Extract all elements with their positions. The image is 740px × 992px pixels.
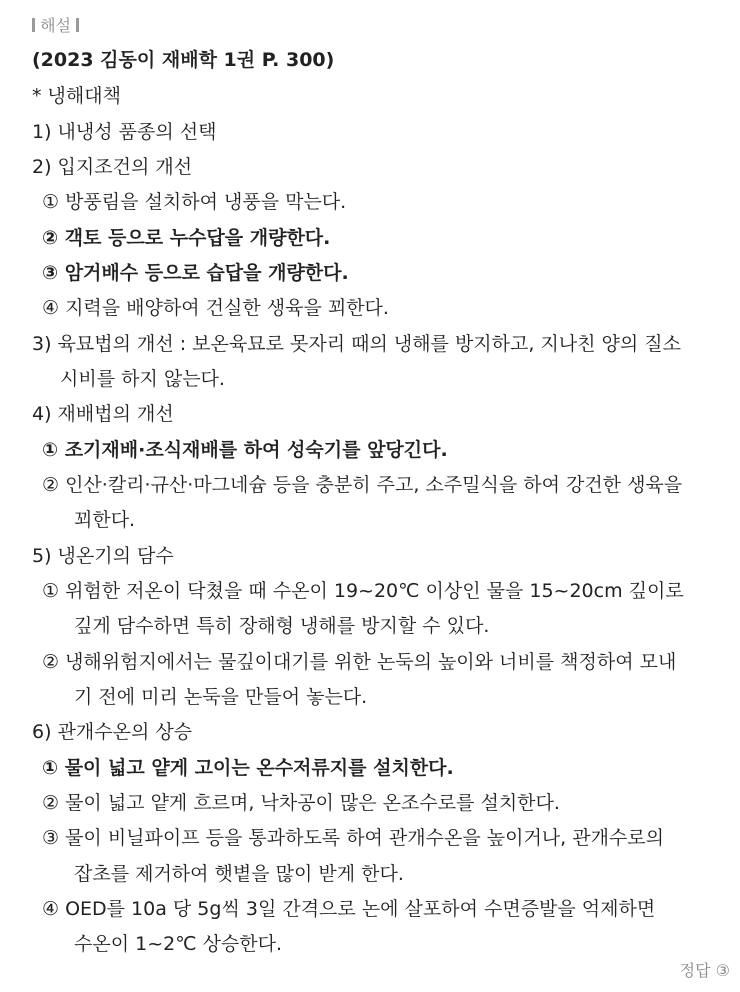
source-reference: (2023 김동이 재배학 1권 P. 300) bbox=[32, 49, 335, 71]
answer-label: 정답 ③ bbox=[679, 961, 730, 980]
header-label: 해설 bbox=[40, 16, 72, 35]
section-item-3: 3) 육묘법의 개선 : 보온육묘로 못자리 때의 냉해를 방지하고, 지나친 양의 질소 bbox=[32, 333, 681, 355]
sub-item-6-3: ③ 물이 비닐파이프 등을 통과하도록 하여 관개수온을 높이거나, 관개수로의 bbox=[42, 827, 665, 849]
explanation-header bbox=[32, 14, 722, 38]
section-item-5: 5) 냉온기의 담수 bbox=[32, 545, 174, 567]
sub-item-2-2: ② 객토 등으로 누수답을 개량한다. bbox=[42, 227, 331, 249]
section-item-4: 4) 재배법의 개선 bbox=[32, 403, 174, 425]
sub-item-5-2-cont: 기 전에 미리 논둑을 만들어 놓는다. bbox=[74, 686, 368, 708]
section-title: * 냉해대책 bbox=[32, 85, 121, 107]
sub-item-5-1-cont: 깊게 담수하면 특히 장해형 냉해를 방지할 수 있다. bbox=[74, 615, 490, 637]
sub-item-6-2: ② 물이 넓고 얕게 흐르며, 낙차공이 많은 온조수로를 설치한다. bbox=[42, 792, 560, 814]
sub-item-6-4: ④ OED를 10a 당 5g씩 3일 간격으로 논에 살포하여 수면증발을 억제하면 bbox=[42, 898, 656, 920]
section-item-3-cont: 시비를 하지 않는다. bbox=[60, 368, 225, 390]
header-bar-left bbox=[32, 18, 35, 32]
sub-item-4-2: ② 인산·칼리·규산·마그네슘 등을 충분히 주고, 소주밀식을 하여 강건한 생육을 bbox=[42, 474, 683, 496]
sub-item-2-1: ① 방풍림을 설치하여 냉풍을 막는다. bbox=[42, 191, 347, 213]
sub-item-6-4-cont: 수온이 1~2℃ 상승한다. bbox=[74, 933, 283, 955]
sub-item-6-1: ① 물이 넓고 얕게 고이는 온수저류지를 설치한다. bbox=[42, 757, 454, 779]
sub-item-4-2-cont: 꾀한다. bbox=[74, 509, 136, 531]
section-item-6: 6) 관개수온의 상승 bbox=[32, 721, 193, 743]
sub-item-2-4: ④ 지력을 배양하여 건실한 생육을 꾀한다. bbox=[42, 297, 389, 319]
section-item-2: 2) 입지조건의 개선 bbox=[32, 156, 193, 178]
sub-item-2-3: ③ 암거배수 등으로 습답을 개량한다. bbox=[42, 262, 349, 284]
sub-item-4-1: ① 조기재배·조식재배를 하여 성숙기를 앞당긴다. bbox=[42, 439, 448, 461]
sub-item-5-1: ① 위험한 저온이 닥쳤을 때 수온이 19~20℃ 이상인 물을 15~20cm 깊이로 bbox=[42, 580, 684, 602]
sub-item-5-2: ② 냉해위험지에서는 물깊이대기를 위한 논둑의 높이와 너비를 책정하여 모내 bbox=[42, 651, 677, 673]
section-item-1: 1) 내냉성 품종의 선택 bbox=[32, 121, 217, 143]
sub-item-6-3-cont: 잡초를 제거하여 햇볕을 많이 받게 한다. bbox=[74, 863, 404, 885]
header-bar-right bbox=[76, 18, 79, 32]
